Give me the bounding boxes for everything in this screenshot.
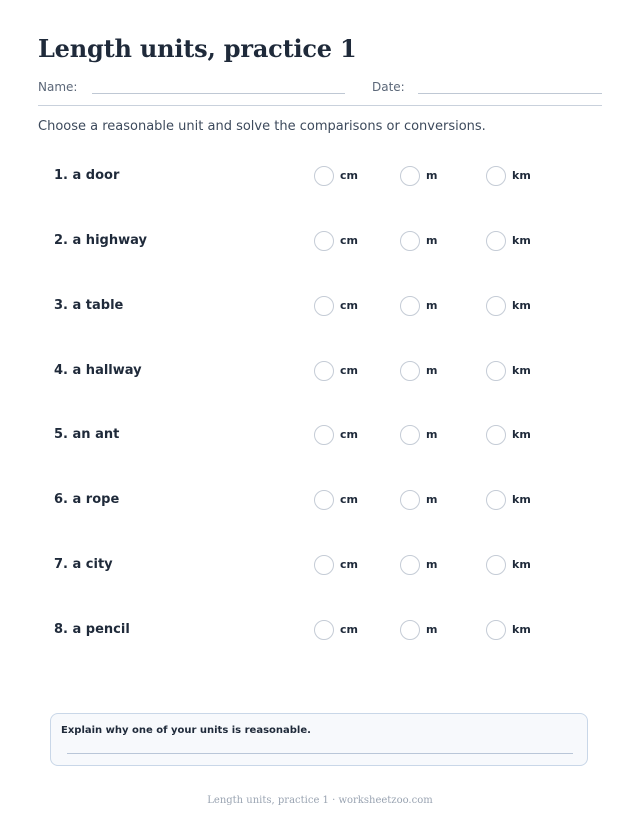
question-4 xyxy=(0,357,640,387)
option-label: m xyxy=(426,558,438,571)
radio-circle[interactable] xyxy=(486,166,506,186)
option-label: km xyxy=(512,234,531,247)
radio-circle[interactable] xyxy=(314,620,334,640)
name-label: Name: xyxy=(38,80,78,94)
radio-circle[interactable] xyxy=(400,620,420,640)
explain-box xyxy=(50,713,588,766)
radio-circle[interactable] xyxy=(314,231,334,251)
question-text: 6. a rope xyxy=(54,492,120,507)
option-label: cm xyxy=(340,623,358,636)
radio-circle[interactable] xyxy=(486,425,506,445)
explain-prompt: Explain why one of your units is reasonable. xyxy=(61,725,311,736)
option-label: km xyxy=(512,623,531,636)
radio-circle[interactable] xyxy=(486,296,506,316)
date-label: Date: xyxy=(372,80,405,94)
radio-circle[interactable] xyxy=(314,490,334,510)
radio-circle[interactable] xyxy=(314,555,334,575)
worksheet-title: Length units, practice 1 xyxy=(38,34,357,63)
radio-circle[interactable] xyxy=(400,166,420,186)
footer: Length units, practice 1 · worksheetzoo.com xyxy=(207,795,433,806)
name-field[interactable] xyxy=(92,93,345,94)
option-label: km xyxy=(512,493,531,506)
question-text: 3. a table xyxy=(54,298,124,313)
option-label: m xyxy=(426,299,438,312)
option-label: km xyxy=(512,299,531,312)
radio-circle[interactable] xyxy=(314,361,334,381)
question-text: 5. an ant xyxy=(54,427,120,442)
option-label: cm xyxy=(340,428,358,441)
radio-circle[interactable] xyxy=(314,296,334,316)
question-1 xyxy=(0,162,640,192)
option-label: cm xyxy=(340,169,358,182)
question-text: 4. a hallway xyxy=(54,363,142,378)
radio-circle[interactable] xyxy=(400,425,420,445)
radio-circle[interactable] xyxy=(400,231,420,251)
radio-circle[interactable] xyxy=(486,231,506,251)
option-label: km xyxy=(512,428,531,441)
radio-circle[interactable] xyxy=(400,361,420,381)
option-label: m xyxy=(426,169,438,182)
radio-circle[interactable] xyxy=(486,555,506,575)
question-text: 1. a door xyxy=(54,168,120,183)
question-5 xyxy=(0,421,640,451)
question-2 xyxy=(0,227,640,257)
question-3 xyxy=(0,292,640,322)
radio-circle[interactable] xyxy=(400,555,420,575)
option-label: km xyxy=(512,364,531,377)
radio-circle[interactable] xyxy=(314,425,334,445)
radio-circle[interactable] xyxy=(400,296,420,316)
option-label: km xyxy=(512,558,531,571)
option-label: cm xyxy=(340,493,358,506)
radio-circle[interactable] xyxy=(486,620,506,640)
option-label: m xyxy=(426,428,438,441)
option-label: km xyxy=(512,169,531,182)
radio-circle[interactable] xyxy=(314,166,334,186)
radio-circle[interactable] xyxy=(486,490,506,510)
date-field[interactable] xyxy=(418,93,602,94)
option-label: cm xyxy=(340,364,358,377)
option-label: m xyxy=(426,234,438,247)
question-text: 2. a highway xyxy=(54,233,147,248)
option-label: cm xyxy=(340,234,358,247)
option-label: m xyxy=(426,623,438,636)
radio-circle[interactable] xyxy=(486,361,506,381)
question-text: 7. a city xyxy=(54,557,113,572)
question-8 xyxy=(0,616,640,646)
option-label: cm xyxy=(340,558,358,571)
header-divider xyxy=(38,105,602,106)
explain-answer-line[interactable] xyxy=(67,753,573,754)
option-label: m xyxy=(426,493,438,506)
question-text: 8. a pencil xyxy=(54,622,130,637)
option-label: m xyxy=(426,364,438,377)
question-7 xyxy=(0,551,640,581)
option-label: cm xyxy=(340,299,358,312)
question-6 xyxy=(0,486,640,516)
instructions: Choose a reasonable unit and solve the comparisons or conversions. xyxy=(38,119,486,134)
radio-circle[interactable] xyxy=(400,490,420,510)
